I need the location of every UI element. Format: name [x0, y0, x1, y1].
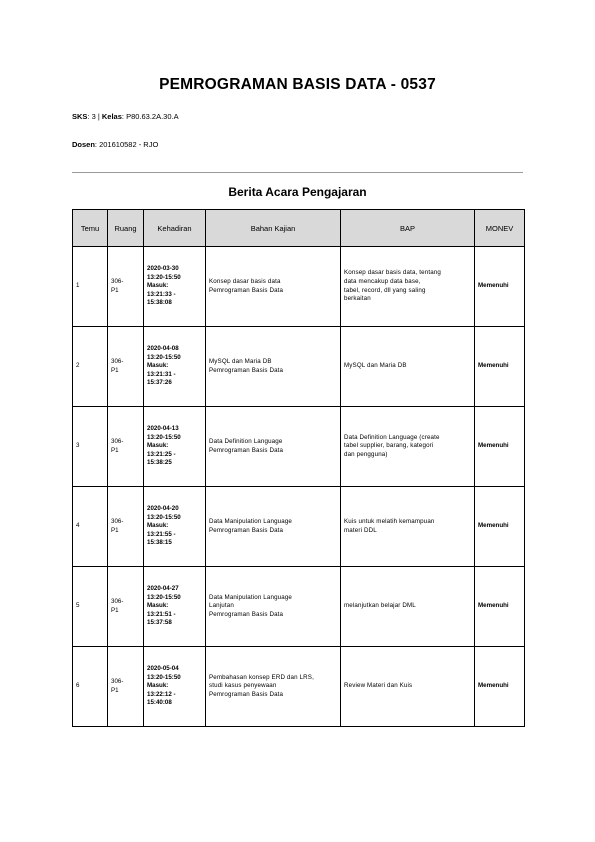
lecturer-line — [72, 140, 158, 149]
cell-kehadiran: 2020-05-04 13:20-15:50 Masuk: 13:22:12 - 15:40:08 — [147, 665, 181, 707]
cell-kehadiran: 2020-04-08 13:20-15:50 Masuk: 13:21:31 - 15:37:26 — [147, 345, 181, 387]
cell-bahan-kajian: Pembahasan konsep ERD dan LRS, studi kasus penyewaan Pemrograman Basis Data — [209, 673, 314, 698]
cell-temu: 6 — [73, 647, 108, 727]
cell-temu: 5 — [73, 567, 108, 647]
cell-ruang: 306- P1 — [111, 277, 124, 294]
cell-ruang: 306- P1 — [111, 357, 124, 374]
course-title: PEMROGRAMAN BASIS DATA - 0537 — [159, 76, 436, 93]
cell-monev: Memenuhi — [475, 327, 525, 407]
cell-bap: melanjutkan belajar DML — [344, 602, 416, 610]
cell-monev: Memenuhi — [475, 247, 525, 327]
cell-monev: Memenuhi — [475, 647, 525, 727]
sks-value: : 3 — [87, 112, 96, 121]
cell-monev: Memenuhi — [475, 567, 525, 647]
table-row — [73, 327, 525, 407]
header-monev: MONEV — [475, 210, 525, 247]
cell-bahan-kajian: Konsep dasar basis data Pemrograman Basis Data — [209, 277, 284, 294]
table-row — [73, 247, 525, 327]
table-row — [73, 647, 525, 727]
header-bahan-kajian: Bahan Kajian — [206, 210, 341, 247]
dosen-label: Dosen — [72, 140, 95, 149]
dosen-value: : 201610582 - RJO — [94, 140, 159, 149]
section-title: Berita Acara Pengajaran — [228, 185, 367, 199]
kelas-value: : P80.63.2A.30.A — [121, 112, 179, 121]
table-row — [73, 407, 525, 487]
cell-temu: 3 — [73, 407, 108, 487]
cell-temu: 1 — [73, 247, 108, 327]
cell-kehadiran: 2020-03-30 13:20-15:50 Masuk: 13:21:33 - 15:38:08 — [147, 265, 181, 307]
header-temu: Temu — [73, 210, 108, 247]
cell-temu: 2 — [73, 327, 108, 407]
cell-temu: 4 — [73, 487, 108, 567]
cell-ruang: 306- P1 — [111, 437, 124, 454]
separator: | — [95, 112, 102, 121]
sks-label: SKS — [72, 112, 88, 121]
cell-ruang: 306- P1 — [111, 517, 124, 534]
header-ruang: Ruang — [108, 210, 144, 247]
divider — [72, 172, 523, 173]
cell-bahan-kajian: Data Manipulation Language Lanjutan Pemrograman Basis Data — [209, 593, 293, 618]
table-row — [73, 487, 525, 567]
header-kehadiran: Kehadiran — [144, 210, 206, 247]
cell-ruang: 306- P1 — [111, 677, 124, 694]
cell-ruang: 306- P1 — [111, 597, 124, 614]
cell-bahan-kajian: Data Definition Language Pemrograman Basis Data — [209, 437, 284, 454]
cell-monev: Memenuhi — [475, 487, 525, 567]
cell-bap: Kuis untuk melatih kemampuan materi DDL — [344, 517, 435, 534]
table-header-row — [73, 210, 525, 247]
cell-bahan-kajian: Data Manipulation Language Pemrograman Basis Data — [209, 517, 293, 534]
cell-kehadiran: 2020-04-13 13:20-15:50 Masuk: 13:21:25 - 15:38:25 — [147, 425, 181, 467]
header-bap: BAP — [341, 210, 475, 247]
cell-bap: Konsep dasar basis data, tentang data mencakup data base, tabel, record, dll yang saling berkaitan — [344, 269, 441, 303]
cell-bap: Data Definition Language (create tabel supplier, barang, kategori dan pengguna) — [344, 433, 440, 458]
table-row — [73, 567, 525, 647]
cell-kehadiran: 2020-04-20 13:20-15:50 Masuk: 13:21:55 - 15:38:15 — [147, 505, 181, 547]
course-info-line — [72, 112, 179, 121]
cell-bahan-kajian: MySQL dan Maria DB Pemrograman Basis Data — [209, 357, 284, 374]
teaching-report-table — [72, 209, 525, 727]
cell-bap: MySQL dan Maria DB — [344, 362, 407, 370]
cell-kehadiran: 2020-04-27 13:20-15:50 Masuk: 13:21:51 - 15:37:58 — [147, 585, 181, 627]
cell-monev: Memenuhi — [475, 407, 525, 487]
cell-bap: Review Materi dan Kuis — [344, 682, 413, 690]
kelas-label: Kelas — [101, 112, 122, 121]
